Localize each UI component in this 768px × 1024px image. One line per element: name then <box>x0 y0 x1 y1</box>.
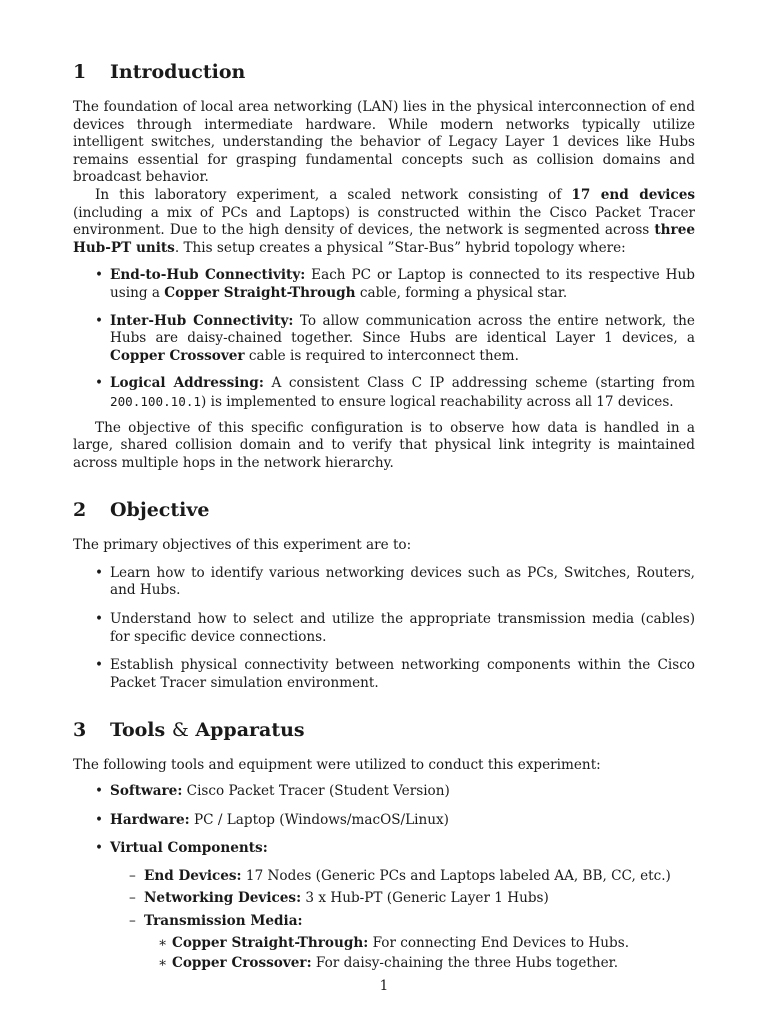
list-item: • Virtual Components: <box>95 840 268 857</box>
bullet-icon: • <box>95 783 104 800</box>
asterisk-icon: ∗ <box>158 934 168 951</box>
intro-paragraph-2: In this laboratory experiment, a scaled network consisting of 17 end devices (including a mix of PCs and Laptops) is constructed within the Cisco Packet Tracer environment. Due to the high density of devices, the network is segmented across three Hub-PT units. This setup creates a physical ”Star-Bus” hybrid topology where: <box>73 186 695 256</box>
list-item: • End-to-Hub Connectivity: Each PC or Laptop is connected to its respective Hub using a Copper Straight-Through cable, forming a physical star. <box>95 267 695 301</box>
bullet-icon: • <box>95 611 104 628</box>
bullet-icon: • <box>95 312 104 329</box>
dash-icon: – <box>129 890 136 907</box>
section-title: Introduction <box>110 61 246 83</box>
bullet-icon: • <box>95 564 104 581</box>
list-item: ∗ Copper Crossover: For daisy-chaining the three Hubs together. <box>158 955 619 972</box>
list-item: • Learn how to identify various networking devices such as PCs, Switches, Routers, and Hubs. <box>95 564 695 599</box>
tools-lead: The following tools and equipment were utilized to conduct this experiment: <box>73 757 601 774</box>
section-title: Objective <box>110 499 210 522</box>
list-item: • Inter-Hub Connectivity: To allow communication across the entire network, the Hubs are daisy-chained together. Since Hubs are identical Layer 1 devices, a Copper Crossover cable is required to interconnect them. <box>95 312 695 364</box>
ip-address-code: 200.100.10.1 <box>110 393 201 409</box>
page-number: 1 <box>379 978 389 994</box>
objective-bullet-list <box>73 565 695 693</box>
section-number: 3 <box>73 719 87 742</box>
list-item: • Hardware: PC / Laptop (Windows/macOS/Linux) <box>95 811 449 828</box>
tools-bullet-list <box>73 783 695 858</box>
intro-paragraph-3: The objective of this specific configuration is to observe how data is handled in a large, shared collision domain and to verify that physical link integrity is maintained across multiple hops in the network hierarchy. <box>73 419 695 471</box>
bullet-icon: • <box>95 375 104 392</box>
transmission-media-list <box>73 935 695 973</box>
list-item: – Transmission Media: <box>129 913 303 929</box>
section-heading-tools-apparatus: 3 Tools & Apparatus <box>73 719 305 742</box>
list-item: • Software: Cisco Packet Tracer (Student Version) <box>95 783 450 800</box>
bullet-icon: • <box>95 657 104 674</box>
list-item: – Networking Devices: 3 x Hub-PT (Generic Layer 1 Hubs) <box>129 890 549 907</box>
bullet-icon: • <box>95 267 104 284</box>
section-number: 1 <box>73 61 87 83</box>
list-item: • Logical Addressing: A consistent Class C IP addressing scheme (starting from 200.100.10.1) is implemented to ensure logical reachability across all 17 devices. <box>95 375 695 410</box>
section-number: 2 <box>73 499 87 522</box>
list-item: • Establish physical connectivity between networking components within the Cisco Packet Tracer simulation environment. <box>95 657 695 691</box>
list-item: ∗ Copper Straight-Through: For connecting End Devices to Hubs. <box>158 934 630 951</box>
virtual-components-list <box>73 868 695 931</box>
objective-lead: The primary objectives of this experiment are to: <box>73 537 412 554</box>
list-item: • Understand how to select and utilize the appropriate transmission media (cables) for specific device connections. <box>95 611 695 645</box>
dash-icon: – <box>129 913 136 929</box>
document-page <box>73 60 695 973</box>
bullet-icon: • <box>95 840 104 857</box>
bullet-icon: • <box>95 811 104 828</box>
section-heading-objective <box>73 498 695 522</box>
asterisk-icon: ∗ <box>158 955 168 972</box>
intro-paragraph-1: The foundation of local area networking (LAN) lies in the physical interconnection of end devices through intermediate hardware. While modern networks typically utilize intelligent switches, understanding the behavior of Legacy Layer 1 devices like Hubs remains essential for grasping fundamental concepts such as collision domains and broadcast behavior. <box>73 99 695 186</box>
intro-bullet-list <box>73 267 695 411</box>
section-heading-introduction <box>73 60 695 84</box>
dash-icon: – <box>129 867 136 884</box>
list-item: – End Devices: 17 Nodes (Generic PCs and Laptops labeled AA, BB, CC, etc.) <box>129 867 671 884</box>
